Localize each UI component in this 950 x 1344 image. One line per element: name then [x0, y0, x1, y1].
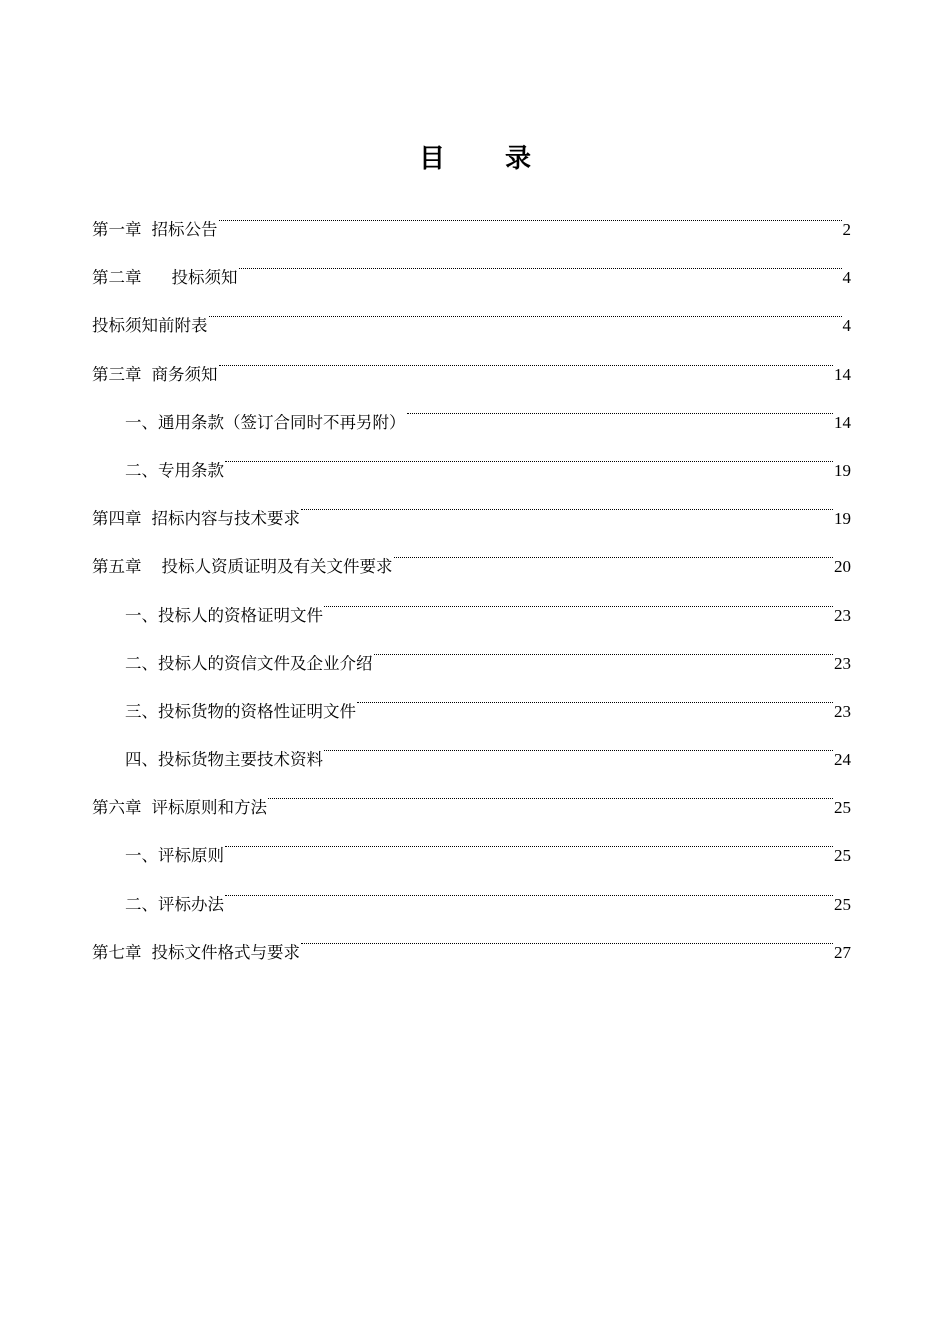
toc-page-number: 24 — [834, 750, 851, 770]
toc-page-number: 23 — [834, 605, 851, 625]
toc-page-number: 14 — [834, 412, 851, 432]
toc-page-number: 25 — [834, 846, 851, 866]
toc-entry-title: 投标人资质证明及有关文件要求 — [161, 557, 393, 577]
table-of-contents — [92, 187, 851, 962]
dot-leader — [239, 235, 842, 283]
toc-page-number: 27 — [834, 942, 851, 962]
title-char-1: 目 — [418, 144, 445, 174]
toc-entry-label — [92, 929, 300, 977]
dot-leader — [225, 428, 833, 476]
toc-chapter-number: 第二章 — [92, 268, 142, 288]
toc-page-number: 19 — [834, 509, 851, 529]
toc-entry-title: 一、通用条款（签订合同时不再另附） — [125, 412, 406, 432]
toc-entry-label — [125, 688, 356, 736]
toc-entry-title: 招标内容与技术要求 — [151, 509, 300, 529]
toc-entry-title: 四、投标货物主要技术资料 — [125, 750, 323, 770]
toc-chapter-number: 第四章 — [92, 509, 142, 529]
toc-page-number: 2 — [842, 220, 851, 239]
toc-entry-title: 招标公告 — [151, 220, 218, 239]
title-char-2: 录 — [505, 144, 532, 174]
toc-page-number: 25 — [834, 798, 851, 818]
toc-page-number: 4 — [842, 268, 851, 288]
dot-leader — [225, 862, 833, 910]
toc-entry-title: 商务须知 — [151, 364, 218, 384]
toc-entry[interactable] — [92, 187, 851, 239]
toc-entry-title: 二、评标办法 — [125, 894, 224, 914]
toc-entry-title: 二、投标人的资信文件及企业介绍 — [125, 653, 373, 673]
toc-page-number: 25 — [834, 894, 851, 914]
dot-leader — [374, 621, 834, 669]
dot-leader — [301, 476, 833, 524]
toc-entry-title: 投标须知 — [171, 268, 238, 288]
toc-page-number: 23 — [834, 653, 851, 673]
toc-entry-title: 评标原则和方法 — [151, 798, 267, 818]
dot-leader — [407, 380, 834, 428]
toc-entry-label — [125, 640, 373, 688]
toc-entry-title: 一、评标原则 — [125, 846, 224, 866]
dot-leader — [225, 813, 833, 861]
dot-leader — [357, 669, 833, 717]
dot-leader — [209, 283, 842, 331]
toc-page-number: 20 — [834, 557, 851, 577]
toc-entry-label — [125, 592, 323, 640]
toc-entry-label — [92, 495, 300, 543]
dot-leader — [219, 187, 842, 235]
toc-entry-label — [92, 351, 218, 399]
dot-leader — [394, 524, 834, 572]
toc-chapter-number: 第六章 — [92, 798, 142, 818]
toc-chapter-number: 第三章 — [92, 364, 142, 384]
toc-chapter-number: 第五章 — [92, 557, 142, 577]
toc-page-number: 19 — [834, 460, 851, 480]
toc-entry-title: 投标文件格式与要求 — [151, 942, 300, 962]
toc-page-number: 14 — [834, 364, 851, 384]
toc-page-number: 23 — [834, 701, 851, 721]
toc-entry-title: 投标须知前附表 — [92, 316, 208, 336]
toc-entry-label — [125, 881, 224, 929]
dot-leader — [268, 765, 833, 813]
dot-leader — [219, 332, 834, 380]
dot-leader — [324, 573, 833, 621]
toc-entry-label — [125, 832, 224, 880]
toc-chapter-number: 第七章 — [92, 942, 142, 962]
toc-page-number: 4 — [842, 316, 851, 336]
toc-entry-title: 三、投标货物的资格性证明文件 — [125, 701, 356, 721]
page-title — [0, 140, 950, 178]
toc-entry-label — [92, 302, 208, 350]
toc-entry-label — [125, 447, 224, 495]
toc-entry-title: 一、投标人的资格证明文件 — [125, 605, 323, 625]
toc-entry-title: 二、专用条款 — [125, 460, 224, 480]
dot-leader — [324, 717, 833, 765]
toc-entry-label — [92, 206, 218, 254]
toc-chapter-number: 第一章 — [92, 220, 142, 239]
dot-leader — [301, 910, 833, 958]
